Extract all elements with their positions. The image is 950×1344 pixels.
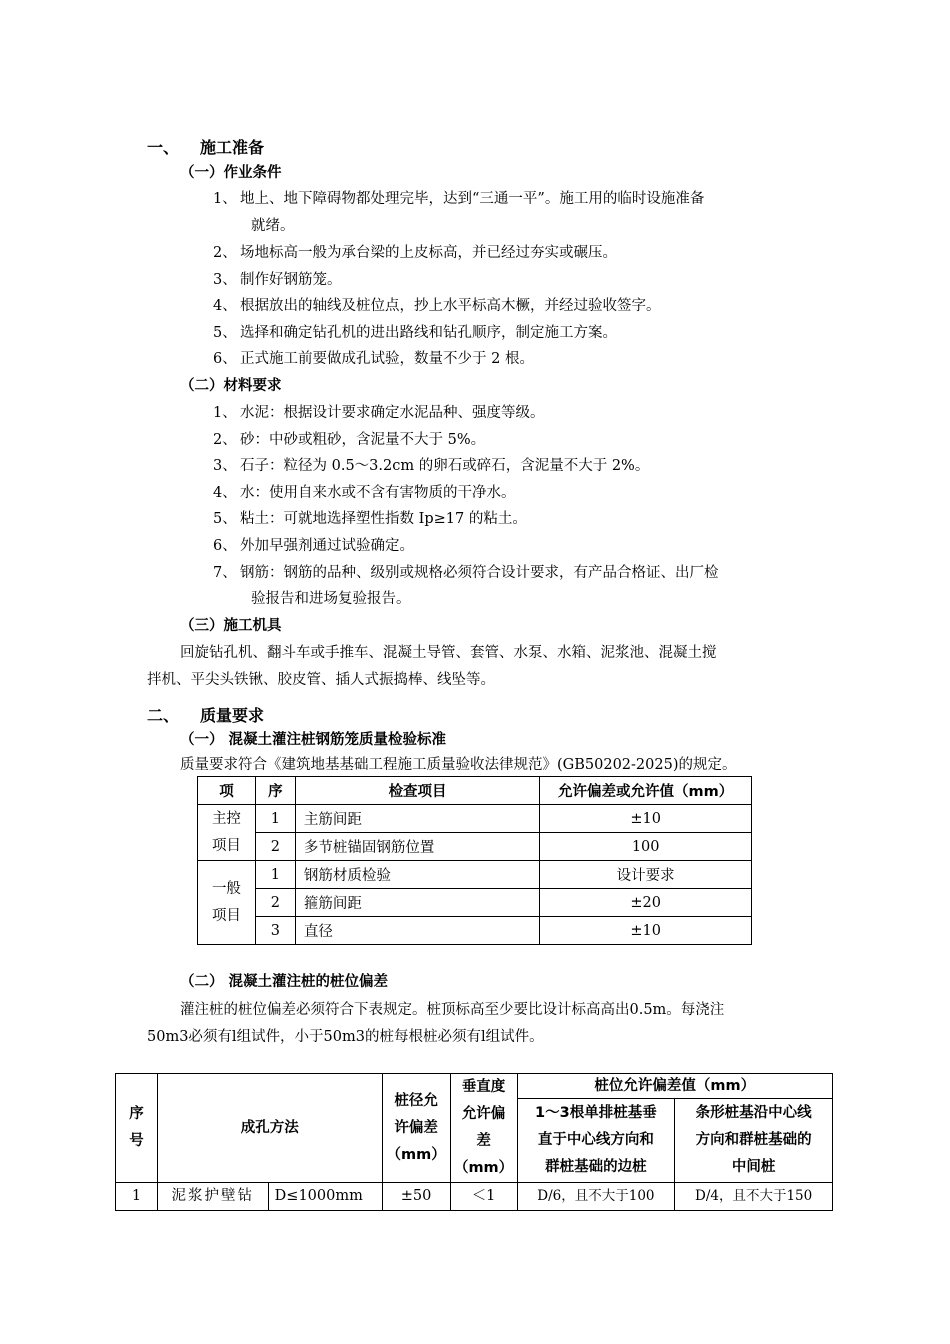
table-row xyxy=(198,833,752,861)
section2-sub1-title: （一） 混凝土灌注桩钢筋笼质量检验标准 xyxy=(180,732,447,748)
section1-sub3-title: （三）施工机具 xyxy=(180,618,282,634)
item-cell: 主筋间距 xyxy=(295,805,539,833)
header-cell-vertical xyxy=(450,1074,517,1183)
list-item-num: 5、 xyxy=(213,325,237,341)
header-cell-position-b xyxy=(675,1099,833,1183)
header-line: 方向和群桩基础的 xyxy=(695,1132,812,1149)
seq-cell: 1 xyxy=(116,1183,158,1211)
group-label xyxy=(198,861,256,945)
section1-sub2-title: （二）材料要求 xyxy=(180,378,282,394)
header-cell-method: 成孔方法 xyxy=(157,1074,382,1183)
section2-number: 二、 xyxy=(147,706,180,725)
header-cell: 项 xyxy=(198,777,256,805)
seq-cell: 3 xyxy=(255,917,295,945)
group-label xyxy=(198,805,256,861)
pile-deviation-table xyxy=(115,1073,833,1211)
section1-sub1-title: （一）作业条件 xyxy=(180,165,282,181)
header-line: 1～3根单排桩基垂 xyxy=(535,1105,657,1122)
table-row xyxy=(198,889,752,917)
value-cell: 设计要求 xyxy=(540,861,752,889)
item-cell: 箍筋间距 xyxy=(295,889,539,917)
header-cell: 检查项目 xyxy=(295,777,539,805)
list-item-text: 水泥：根据设计要求确定水泥品种、强度等级。 xyxy=(240,405,545,421)
deviation-para-line-2: 50m3必须有l组试件，小于50m3的桩每根桩必须有l组试件。 xyxy=(147,1029,544,1045)
list-item-text: 石子：粒径为 0.5～3.2cm 的卵石或碎石，含泥量不大于 2%。 xyxy=(240,458,650,474)
list-item-num: 3、 xyxy=(213,272,237,288)
deviation-para-line-1: 灌注桩的桩位偏差必须符合下表规定。桩顶标高至少要比设计标高高出0.5m。每浇注 xyxy=(180,1002,725,1018)
header-line: （mm） xyxy=(386,1146,446,1163)
list-item-num: 1、 xyxy=(213,191,237,207)
list-item-num: 3、 xyxy=(213,458,237,474)
header-cell-position-a xyxy=(517,1099,675,1183)
value-cell: ±10 xyxy=(540,917,752,945)
list-item-text: 制作好钢筋笼。 xyxy=(240,272,342,288)
header-line: 中间桩 xyxy=(731,1159,776,1176)
list-item-text: 正式施工前要做成孔试验，数量不少于 2 根。 xyxy=(240,351,534,367)
table-row xyxy=(116,1183,833,1211)
header-line: 群桩基础的边桩 xyxy=(545,1159,647,1176)
group-label-line: 项目 xyxy=(211,907,241,924)
header-line: 允许偏 xyxy=(461,1106,506,1122)
vertical-cell: ＜1 xyxy=(450,1183,517,1211)
header-cell-position: 桩位允许偏差值（mm） xyxy=(517,1074,832,1099)
section1-title: 施工准备 xyxy=(200,138,265,157)
list-item-num: 2、 xyxy=(213,245,237,261)
condition-cell: D≤1000mm xyxy=(268,1183,382,1211)
header-line: （mm） xyxy=(453,1160,514,1176)
list-item-text: 水：使用自来水或不含有害物质的干净水。 xyxy=(240,485,516,501)
value-cell: ±20 xyxy=(540,889,752,917)
list-item-text: 场地标高一般为承台梁的上皮标高，并已经过夯实或碾压。 xyxy=(240,245,617,261)
position-b-cell: D/4，且不大于150 xyxy=(675,1183,833,1211)
list-item-text: 钢筋：钢筋的品种、级别或规格必须符合设计要求，有产品合格证、出厂检 xyxy=(240,565,719,581)
list-item-num: 2、 xyxy=(213,432,237,448)
header-line: 号 xyxy=(129,1133,144,1149)
section1-number: 一、 xyxy=(147,138,180,157)
value-cell: ±10 xyxy=(540,805,752,833)
seq-cell: 2 xyxy=(255,833,295,861)
list-item-text: 地上、地下障碍物都处理完毕，达到“三通一平”。施工用的临时设施准备 xyxy=(240,191,705,207)
group-label-line: 主控 xyxy=(211,810,241,827)
header-line: 条形桩基沿中心线 xyxy=(695,1105,812,1122)
list-item-num: 7、 xyxy=(213,565,237,581)
header-line: 序 xyxy=(129,1106,144,1122)
list-item-num: 4、 xyxy=(213,485,237,501)
quality-intro: 质量要求符合《建筑地基基础工程施工质量验收法律规范》(GB50202-2025)的规定。 xyxy=(180,757,737,773)
header-line: 桩径允 xyxy=(394,1092,438,1109)
position-a-cell: D/6，且不大于100 xyxy=(517,1183,675,1211)
list-item-text: 粘土：可就地选择塑性指数 Ip≥17 的粘土。 xyxy=(240,511,527,527)
header-line: 许偏差 xyxy=(394,1119,438,1136)
seq-cell: 2 xyxy=(255,889,295,917)
list-item-cont: 就绪。 xyxy=(251,218,295,234)
section2-sub2-title: （二） 混凝土灌注桩的桩位偏差 xyxy=(180,974,389,990)
header-line: 垂直度 xyxy=(461,1079,506,1095)
seq-cell: 1 xyxy=(255,805,295,833)
list-item-text: 砂：中砂或粗砂，含泥量不大于 5%。 xyxy=(240,432,486,448)
table-header-row xyxy=(116,1074,833,1099)
table-row xyxy=(198,805,752,833)
list-item-text: 选择和确定钻孔机的进出路线和钻孔顺序，制定施工方案。 xyxy=(240,325,617,341)
section2-title: 质量要求 xyxy=(200,706,265,725)
item-cell: 直径 xyxy=(295,917,539,945)
item-cell: 多节桩锚固钢筋位置 xyxy=(295,833,539,861)
list-item-text: 根据放出的轴线及桩位点，抄上水平标高木橛，并经过验收签字。 xyxy=(240,298,661,314)
seq-cell: 1 xyxy=(255,861,295,889)
tools-line-2: 拌机、平尖头铁锹、胶皮管、插人式振捣棒、线坠等。 xyxy=(147,672,495,688)
diameter-cell: ±50 xyxy=(382,1183,450,1211)
cage-inspection-table xyxy=(197,776,752,945)
group-label-line: 一般 xyxy=(211,880,241,897)
list-item-num: 1、 xyxy=(213,405,237,421)
group-label-line: 项目 xyxy=(211,837,241,854)
method-cell: 泥浆护壁钻 xyxy=(157,1183,268,1211)
list-item-num: 4、 xyxy=(213,298,237,314)
list-item-cont: 验报告和进场复验报告。 xyxy=(251,591,411,607)
table-row xyxy=(198,861,752,889)
tools-line-1: 回旋钻孔机、翻斗车或手推车、混凝土导管、套管、水泵、水箱、泥浆池、混凝土搅 xyxy=(180,645,717,661)
value-cell: 100 xyxy=(540,833,752,861)
list-item-num: 6、 xyxy=(213,351,237,367)
list-item-num: 5、 xyxy=(213,511,237,527)
header-cell: 允许偏差或允许值（mm） xyxy=(540,777,752,805)
header-line: 差 xyxy=(476,1133,491,1149)
header-cell-diameter xyxy=(382,1074,450,1183)
header-cell: 序 xyxy=(255,777,295,805)
item-cell: 钢筋材质检验 xyxy=(295,861,539,889)
list-item-num: 6、 xyxy=(213,538,237,554)
header-cell-seq xyxy=(116,1074,158,1183)
list-item-text: 外加早强剂通过试验确定。 xyxy=(240,538,414,554)
table-header-row xyxy=(198,777,752,805)
table-row xyxy=(198,917,752,945)
header-line: 直于中心线方向和 xyxy=(537,1132,654,1149)
